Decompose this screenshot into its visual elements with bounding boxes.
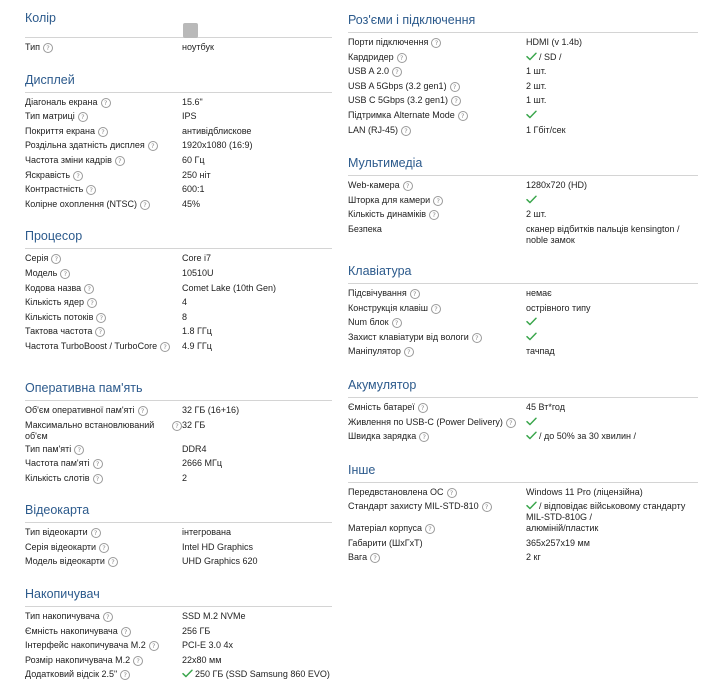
spec-label: Розмір накопичувача M.2	[25, 654, 131, 665]
spec-row	[25, 444, 332, 459]
help-icon[interactable]: ?	[86, 185, 96, 195]
spec-label: Захист клавіатури від вологи	[348, 331, 469, 342]
help-icon[interactable]: ?	[425, 524, 435, 534]
spec-label: Кодова назва	[25, 282, 82, 293]
spec-row	[348, 224, 698, 246]
help-icon[interactable]: ?	[148, 141, 158, 151]
spec-row	[25, 42, 332, 57]
section-gpu	[25, 502, 332, 571]
spec-row	[25, 184, 332, 199]
spec-label: Передвстановлена ОС	[348, 486, 444, 497]
section-title: Акумулятор	[348, 377, 417, 392]
spec-row	[25, 170, 332, 185]
spec-label: USB C 5Gbps (3.2 gen1)	[348, 95, 449, 106]
spec-label: Вага	[348, 552, 368, 563]
help-icon[interactable]: ?	[431, 304, 441, 314]
spec-value: інтегрована	[182, 527, 231, 538]
check-icon	[526, 317, 537, 326]
spec-label: Порти підключення	[348, 37, 429, 47]
help-icon[interactable]: ?	[115, 156, 125, 166]
spec-label: Роздільна здатність дисплея	[25, 140, 145, 151]
section-other	[348, 462, 698, 567]
check-icon	[526, 110, 537, 119]
spec-value: Intel HD Graphics	[182, 541, 254, 552]
spec-value: PCI-E 3.0 4x	[182, 640, 234, 651]
spec-label: Швидка зарядка	[348, 431, 417, 442]
help-icon[interactable]: ?	[447, 488, 457, 498]
spec-row	[348, 37, 698, 52]
spec-row	[25, 140, 332, 155]
help-icon[interactable]: ?	[43, 43, 53, 53]
spec-value: 1280x720 (HD)	[526, 180, 588, 191]
help-icon[interactable]: ?	[410, 289, 420, 299]
spec-value: немає	[526, 287, 552, 298]
spec-row	[25, 556, 332, 571]
check-icon	[526, 52, 537, 61]
help-icon[interactable]: ?	[472, 333, 482, 343]
spec-value: 1.8 ГГц	[182, 326, 212, 337]
spec-label: Кількість ядер	[25, 297, 85, 308]
section-title: Клавіатура	[348, 263, 412, 278]
spec-value: острівного типу	[526, 302, 591, 313]
help-icon[interactable]: ?	[93, 459, 103, 469]
spec-row	[348, 66, 698, 81]
help-icon[interactable]: ?	[404, 347, 414, 357]
spec-label: Безпека	[348, 223, 382, 234]
spec-label: Яскравість	[25, 169, 71, 180]
spec-row	[25, 626, 332, 641]
spec-value: 60 Гц	[182, 154, 205, 165]
divider	[25, 400, 332, 401]
spec-row	[348, 552, 698, 567]
spec-value: 1 шт.	[526, 66, 547, 77]
help-icon[interactable]: ?	[98, 127, 108, 137]
spec-label: Максимально встановлюваний об'єм	[25, 419, 155, 441]
left-column	[25, 0, 332, 684]
help-icon[interactable]: ?	[429, 210, 439, 220]
spec-value: 2 кг	[526, 552, 541, 563]
spec-value: 32 ГБ (16+16)	[182, 404, 240, 415]
section-title: Оперативна пам'ять	[25, 380, 143, 395]
spec-value: 365x257x19 мм	[526, 537, 590, 548]
divider	[25, 248, 332, 249]
spec-value: 22x80 мм	[182, 654, 222, 665]
spec-label: Серія відеокарти	[25, 541, 97, 552]
spec-row	[348, 332, 698, 347]
spec-value: 32 ГБ	[182, 419, 206, 430]
spec-row	[348, 417, 698, 432]
spec-label: Покриття екрана	[25, 125, 95, 136]
check-icon	[526, 417, 537, 426]
spec-label: Кількість потоків	[25, 311, 94, 322]
spec-value: 1920x1080 (16:9)	[182, 140, 253, 151]
spec-label: Ємність батареї	[348, 401, 415, 412]
spec-label: Габарити (ШхГхТ)	[348, 537, 423, 548]
spec-label: Кількість слотів	[25, 472, 90, 483]
spec-value: антивідблискове	[182, 125, 252, 136]
spec-label: Модель відеокарти	[25, 556, 105, 567]
spec-label: Підтримка Alternate Mode	[348, 109, 455, 120]
help-icon[interactable]: ?	[95, 327, 105, 337]
spec-value: 256 ГБ	[182, 625, 211, 636]
divider	[348, 283, 698, 284]
right-column	[348, 0, 698, 567]
spec-value: / до 50% за 30 хвилин /	[539, 431, 636, 442]
section-title: Роз'єми і підключення	[348, 13, 476, 27]
spec-row	[348, 303, 698, 318]
section-keyboard	[348, 263, 698, 361]
help-icon[interactable]: ?	[93, 474, 103, 484]
section-multimedia	[348, 155, 698, 246]
spec-value: алюміній/пластик	[526, 523, 599, 534]
spec-row	[25, 126, 332, 141]
help-icon[interactable]: ?	[87, 298, 97, 308]
section-storage	[25, 586, 332, 684]
spec-label: Маніпулятор	[348, 346, 401, 357]
check-icon	[526, 501, 537, 510]
section-title: Колір	[25, 11, 56, 25]
spec-label: Діагональ екрана	[25, 96, 98, 107]
spec-row	[25, 640, 332, 655]
spec-row	[25, 283, 332, 298]
spec-row	[25, 405, 332, 420]
spec-label: Num блок	[348, 317, 389, 328]
spec-label: Додатковий відсік 2.5"	[25, 669, 118, 680]
divider	[348, 32, 698, 33]
help-icon[interactable]: ?	[51, 254, 61, 264]
spec-value: Comet Lake (10th Gen)	[182, 282, 277, 293]
help-icon[interactable]: ?	[482, 502, 492, 512]
spec-value: Windows 11 Pro (ліцензійна)	[526, 486, 643, 497]
spec-label: Стандарт захисту MIL-STD-810	[348, 501, 479, 512]
help-icon[interactable]: ?	[74, 445, 84, 455]
spec-row	[348, 209, 698, 224]
help-icon[interactable]: ?	[103, 612, 113, 622]
spec-label: Підсвічування	[348, 287, 407, 298]
divider	[25, 606, 332, 607]
help-icon[interactable]: ?	[418, 403, 428, 413]
check-icon	[526, 332, 537, 341]
spec-row	[25, 312, 332, 327]
spec-label: Живлення по USB-C (Power Delivery)	[348, 416, 503, 427]
spec-label: USB A 2.0	[348, 66, 390, 77]
divider	[25, 37, 332, 38]
spec-row	[25, 669, 332, 684]
spec-row	[25, 199, 332, 214]
help-icon[interactable]: ?	[84, 284, 94, 294]
spec-value: 2 шт.	[526, 80, 547, 91]
spec-label: Кардридер	[348, 51, 394, 62]
help-icon[interactable]: ?	[133, 656, 143, 666]
spec-row	[25, 268, 332, 283]
divider	[25, 92, 332, 93]
help-icon[interactable]: ?	[370, 553, 380, 563]
spec-value: 4.9 ГГц	[182, 340, 212, 351]
spec-row	[348, 346, 698, 361]
help-icon[interactable]: ?	[392, 67, 402, 77]
spec-value: 2	[182, 472, 188, 483]
spec-label: USB A 5Gbps (3.2 gen1)	[348, 80, 447, 91]
check-icon	[182, 669, 193, 678]
spec-label: Об'єм оперативної пам'яті	[25, 404, 135, 415]
spec-row	[25, 111, 332, 126]
spec-value: Core i7	[182, 253, 212, 264]
spec-row	[25, 253, 332, 268]
spec-label: Частота TurboBoost / TurboCore	[25, 340, 158, 351]
spec-row	[25, 97, 332, 112]
spec-label: Частота зміни кадрів	[25, 154, 112, 165]
spec-row	[348, 487, 698, 502]
spec-value: 1 Гбіт/сек	[526, 124, 566, 135]
spec-row	[25, 458, 332, 473]
spec-row	[348, 95, 698, 110]
spec-value: SSD M.2 NVMe	[182, 611, 246, 622]
spec-label: Серія	[25, 253, 49, 264]
section-display	[25, 72, 332, 214]
help-icon[interactable]: ?	[121, 627, 131, 637]
spec-label: Матеріал корпуса	[348, 523, 423, 534]
help-icon[interactable]: ?	[458, 111, 468, 121]
spec-value: HDMI (v 1.4b)	[526, 37, 583, 47]
section-cpu	[25, 228, 332, 365]
spec-label: Тип	[25, 42, 41, 52]
help-icon[interactable]: ?	[392, 318, 402, 328]
spec-value: сканер відбитків пальців kensington / noble замок	[526, 223, 680, 245]
spec-row	[348, 402, 698, 417]
spec-value: DDR4	[182, 443, 207, 454]
color-swatch[interactable]	[183, 23, 198, 38]
divider	[348, 482, 698, 483]
spec-row	[25, 542, 332, 557]
help-icon[interactable]: ?	[419, 432, 429, 442]
help-icon[interactable]: ?	[506, 418, 516, 428]
spec-label: Тип матриці	[25, 111, 75, 122]
section-title: Відеокарта	[25, 503, 90, 518]
spec-row	[348, 431, 698, 446]
spec-label: Тип відеокарти	[25, 527, 88, 538]
spec-value: 250 ГБ (SSD Samsung 860 EVO)	[195, 669, 330, 680]
spec-value: ноутбук	[182, 42, 214, 52]
spec-row	[25, 420, 332, 444]
help-icon[interactable]: ?	[401, 126, 411, 136]
spec-value: 45%	[182, 198, 201, 209]
spec-label: Web-камера	[348, 180, 400, 191]
spec-value: 600:1	[182, 184, 205, 195]
spec-label: Колірне охоплення (NTSC)	[25, 198, 138, 209]
spec-label: Частота пам'яті	[25, 458, 90, 469]
help-icon[interactable]: ?	[431, 38, 441, 48]
spec-row	[348, 523, 698, 538]
spec-row	[348, 125, 698, 140]
spec-label: Шторка для камери	[348, 194, 431, 205]
help-icon[interactable]: ?	[99, 543, 109, 553]
help-icon[interactable]: ?	[140, 200, 150, 210]
divider	[25, 522, 332, 523]
spec-row	[348, 52, 698, 67]
section-title: Мультимедіа	[348, 156, 423, 171]
section-title: Процесор	[25, 229, 83, 244]
spec-row	[348, 81, 698, 96]
spec-row	[348, 288, 698, 303]
spec-row	[25, 655, 332, 670]
spec-value: 45 Вт*год	[526, 401, 565, 412]
help-icon[interactable]: ?	[91, 528, 101, 538]
spec-label: Тип накопичувача	[25, 611, 100, 622]
spec-label: LAN (RJ-45)	[348, 124, 399, 135]
spec-row	[25, 297, 332, 312]
help-icon[interactable]: ?	[138, 406, 148, 416]
section-battery	[348, 377, 698, 446]
spec-label: Кількість динаміків	[348, 209, 427, 220]
spec-row	[348, 180, 698, 195]
check-icon	[526, 195, 537, 204]
spec-label: Контрастність	[25, 184, 84, 195]
spec-label: Тип пам'яті	[25, 443, 72, 454]
spec-label: Ємність накопичувача	[25, 625, 118, 636]
help-icon[interactable]: ?	[433, 196, 443, 206]
spec-row	[25, 341, 332, 365]
spec-row	[348, 110, 698, 125]
check-icon	[526, 431, 537, 440]
spec-value: 15.6"	[182, 96, 203, 107]
section-title: Інше	[348, 462, 376, 477]
divider	[348, 175, 698, 176]
spec-value: 250 ніт	[182, 169, 211, 180]
spec-value: 4	[182, 297, 188, 308]
spec-row	[25, 155, 332, 170]
spec-row	[348, 317, 698, 332]
spec-value: 8	[182, 311, 188, 322]
section-ram	[25, 380, 332, 487]
spec-row	[25, 611, 332, 626]
section-color	[25, 10, 332, 57]
spec-value: IPS	[182, 111, 197, 122]
spec-value: 1 шт.	[526, 95, 547, 106]
divider	[348, 397, 698, 398]
spec-value: / відповідає військовому стандарту MIL-STD-810G /	[526, 501, 686, 523]
spec-value: 10510U	[182, 267, 214, 278]
spec-row	[348, 501, 698, 523]
spec-row	[348, 538, 698, 553]
spec-label: Конструкція клавіш	[348, 302, 429, 313]
help-icon[interactable]: ?	[149, 641, 159, 651]
spec-row	[25, 326, 332, 341]
spec-value: UHD Graphics 620	[182, 556, 258, 567]
section-ports	[348, 12, 698, 139]
spec-value: 2 шт.	[526, 209, 547, 220]
help-icon[interactable]: ?	[450, 82, 460, 92]
help-icon[interactable]: ?	[403, 181, 413, 191]
spec-value: / SD /	[539, 51, 562, 62]
spec-label: Тактова частота	[25, 326, 93, 337]
help-icon[interactable]: ?	[397, 53, 407, 63]
help-icon[interactable]: ?	[60, 269, 70, 279]
help-icon[interactable]: ?	[108, 557, 118, 567]
spec-row	[348, 195, 698, 210]
spec-label: Модель	[25, 267, 58, 278]
spec-value: 2666 МГц	[182, 458, 223, 469]
spec-value: тачпад	[526, 346, 555, 357]
section-title: Накопичувач	[25, 587, 100, 602]
spec-label: Інтерфейс накопичувача M.2	[25, 640, 146, 651]
help-icon[interactable]: ?	[101, 98, 111, 108]
spec-row	[25, 527, 332, 542]
section-title: Дисплей	[25, 72, 75, 87]
help-icon[interactable]: ?	[172, 421, 182, 431]
help-icon[interactable]: ?	[73, 171, 83, 181]
help-icon[interactable]: ?	[78, 112, 88, 122]
help-icon[interactable]: ?	[160, 342, 170, 352]
help-icon[interactable]: ?	[96, 313, 106, 323]
spec-row	[25, 473, 332, 488]
help-icon[interactable]: ?	[120, 670, 130, 680]
help-icon[interactable]: ?	[451, 96, 461, 106]
